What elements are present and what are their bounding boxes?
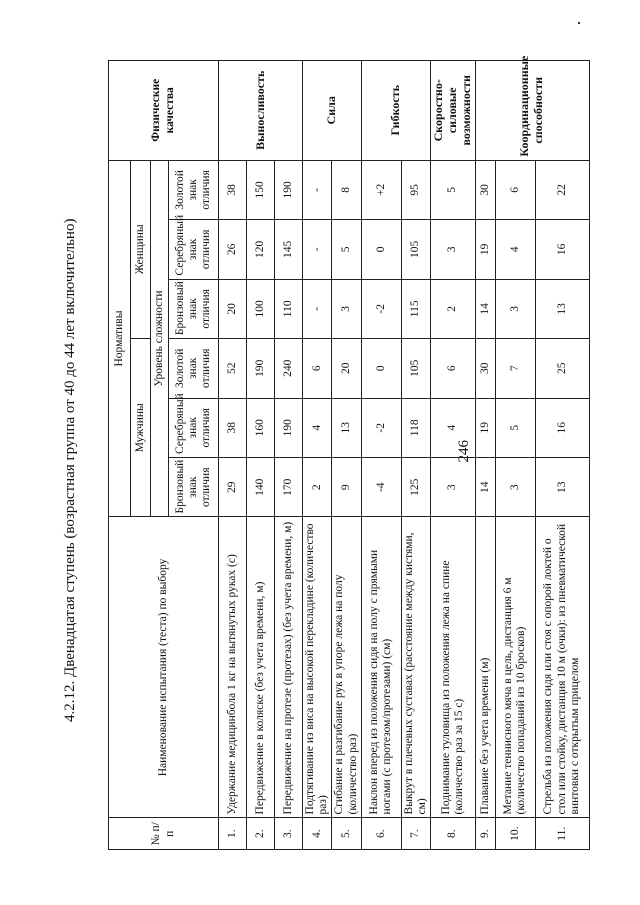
women-gold: 8 bbox=[332, 160, 361, 220]
test-name: Плавание без учета времени (м) bbox=[475, 517, 495, 818]
men-gold: 190 bbox=[247, 339, 275, 398]
men-gold: 30 bbox=[475, 339, 495, 398]
row-number: 10. bbox=[495, 818, 535, 850]
women-bronze: - bbox=[303, 279, 332, 338]
test-name: Стрельба из положения сидя или стоя с опорой локтей о стол или стойку, дистанция 10 м (очки): из пневматической винтовки с открытым прицелом bbox=[535, 517, 589, 818]
men-silver: 160 bbox=[247, 398, 275, 457]
men-bronze: 29 bbox=[219, 458, 247, 517]
rotated-table-wrapper bbox=[108, 55, 581, 850]
test-name: Удержание медицинбола 1 кг на вытянутых руках (с) bbox=[219, 517, 247, 818]
women-gold: 190 bbox=[275, 160, 303, 220]
header-men: Мужчины bbox=[131, 339, 151, 517]
section-title: 4.2.12. Двенадцатая ступень (возрастная группа от 40 до 44 лет включительно) bbox=[62, 218, 78, 722]
quality-endurance: Выносливость bbox=[219, 61, 303, 161]
test-name: Передвижение в коляске (без учета времени, м) bbox=[247, 517, 275, 818]
women-bronze: 3 bbox=[495, 279, 535, 338]
men-bronze: 125 bbox=[401, 458, 430, 517]
men-silver: 118 bbox=[401, 398, 430, 457]
quality-strength: Сила bbox=[303, 61, 362, 161]
header-level: Уровень сложности bbox=[151, 160, 169, 517]
standards-table bbox=[108, 55, 590, 850]
women-gold: 150 bbox=[247, 160, 275, 220]
women-bronze: 110 bbox=[275, 279, 303, 338]
header-norms: Нормативы bbox=[109, 160, 131, 517]
men-bronze: 2 bbox=[303, 458, 332, 517]
women-silver: 4 bbox=[495, 220, 535, 279]
header-no: № п/п bbox=[109, 818, 219, 850]
men-gold: 25 bbox=[535, 339, 589, 398]
men-gold: 0 bbox=[361, 339, 401, 398]
quality-coordination: Координационные способности bbox=[475, 61, 589, 161]
men-silver: 4 bbox=[431, 398, 475, 457]
men-bronze: 140 bbox=[247, 458, 275, 517]
women-silver: 26 bbox=[219, 220, 247, 279]
women-silver: 5 bbox=[332, 220, 361, 279]
test-name: Метание теннисного мяча в цель, дистанция 6 м (количество попаданий из 10 бросков) bbox=[495, 517, 535, 818]
quality-flexibility: Гибкость bbox=[361, 61, 430, 161]
header-m-silver: Серебряный знак отличия bbox=[169, 398, 219, 457]
women-gold: 95 bbox=[401, 160, 430, 220]
men-gold: 6 bbox=[303, 339, 332, 398]
women-silver: - bbox=[303, 220, 332, 279]
men-silver: 16 bbox=[535, 398, 589, 457]
men-bronze: 14 bbox=[475, 458, 495, 517]
women-bronze: 2 bbox=[431, 279, 475, 338]
women-gold: 22 bbox=[535, 160, 589, 220]
men-silver: 19 bbox=[475, 398, 495, 457]
women-gold: 6 bbox=[495, 160, 535, 220]
men-bronze: 3 bbox=[431, 458, 475, 517]
men-gold: 7 bbox=[495, 339, 535, 398]
row-number: 2. bbox=[247, 818, 275, 850]
women-silver: 105 bbox=[401, 220, 430, 279]
men-silver: 4 bbox=[303, 398, 332, 457]
women-gold: 30 bbox=[475, 160, 495, 220]
row-number: 9. bbox=[475, 818, 495, 850]
women-bronze: -2 bbox=[361, 279, 401, 338]
scan-speck bbox=[578, 22, 580, 24]
men-gold: 240 bbox=[275, 339, 303, 398]
men-bronze: -4 bbox=[361, 458, 401, 517]
women-bronze: 14 bbox=[475, 279, 495, 338]
test-name: Наклон вперед из положения сидя на полу с прямыми ногами (с протезом/протезами) (см) bbox=[361, 517, 401, 818]
women-bronze: 100 bbox=[247, 279, 275, 338]
women-silver: 19 bbox=[475, 220, 495, 279]
women-bronze: 20 bbox=[219, 279, 247, 338]
header-women: Женщины bbox=[131, 160, 151, 339]
test-name: Сгибание и разгибание рук в упоре лежа на полу (количество раз) bbox=[332, 517, 361, 818]
header-name: Наименование испытания (теста) по выбору bbox=[109, 517, 219, 818]
quality-speed-strength: Скоростно-силовые возможности bbox=[431, 61, 475, 161]
men-gold: 20 bbox=[332, 339, 361, 398]
women-bronze: 13 bbox=[535, 279, 589, 338]
rotated-table-inner bbox=[108, 55, 581, 850]
header-m-bronze: Бронзовый знак отличия bbox=[169, 458, 219, 517]
women-silver: 120 bbox=[247, 220, 275, 279]
men-gold: 6 bbox=[431, 339, 475, 398]
test-name: Передвижение на протезе (протезах) (без учета времени, м) bbox=[275, 517, 303, 818]
women-bronze: 115 bbox=[401, 279, 430, 338]
men-silver: 5 bbox=[495, 398, 535, 457]
women-gold: 5 bbox=[431, 160, 475, 220]
header-w-bronze: Бронзовый знак отличия bbox=[169, 279, 219, 338]
row-number: 4. bbox=[303, 818, 332, 850]
page-number: 246 bbox=[456, 440, 472, 463]
row-number: 7. bbox=[401, 818, 430, 850]
women-silver: 0 bbox=[361, 220, 401, 279]
header-w-silver: Серебряный знак отличия bbox=[169, 220, 219, 279]
test-name: Поднимание туловища из положения лежа на спине (количество раз за 15 с) bbox=[431, 517, 475, 818]
row-number: 1. bbox=[219, 818, 247, 850]
women-gold: - bbox=[303, 160, 332, 220]
row-number: 6. bbox=[361, 818, 401, 850]
men-gold: 52 bbox=[219, 339, 247, 398]
women-silver: 16 bbox=[535, 220, 589, 279]
row-number: 3. bbox=[275, 818, 303, 850]
men-bronze: 170 bbox=[275, 458, 303, 517]
women-gold: +2 bbox=[361, 160, 401, 220]
row-number: 11. bbox=[535, 818, 589, 850]
test-name: Подтягивание из виса на высокой перекладине (количество раз) bbox=[303, 517, 332, 818]
header-w-gold: Золотой знак отличия bbox=[169, 160, 219, 220]
men-bronze: 3 bbox=[495, 458, 535, 517]
men-bronze: 9 bbox=[332, 458, 361, 517]
men-gold: 105 bbox=[401, 339, 430, 398]
women-bronze: 3 bbox=[332, 279, 361, 338]
men-silver: -2 bbox=[361, 398, 401, 457]
men-silver: 190 bbox=[275, 398, 303, 457]
test-name: Выкрут в плечевых суставах (расстояние между кистями, см) bbox=[401, 517, 430, 818]
women-silver: 145 bbox=[275, 220, 303, 279]
header-m-gold: Золотой знак отличия bbox=[169, 339, 219, 398]
row-number: 5. bbox=[332, 818, 361, 850]
header-qualities: Физические качества bbox=[109, 61, 219, 161]
men-silver: 13 bbox=[332, 398, 361, 457]
men-bronze: 13 bbox=[535, 458, 589, 517]
women-gold: 38 bbox=[219, 160, 247, 220]
men-silver: 38 bbox=[219, 398, 247, 457]
women-silver: 3 bbox=[431, 220, 475, 279]
row-number: 8. bbox=[431, 818, 475, 850]
